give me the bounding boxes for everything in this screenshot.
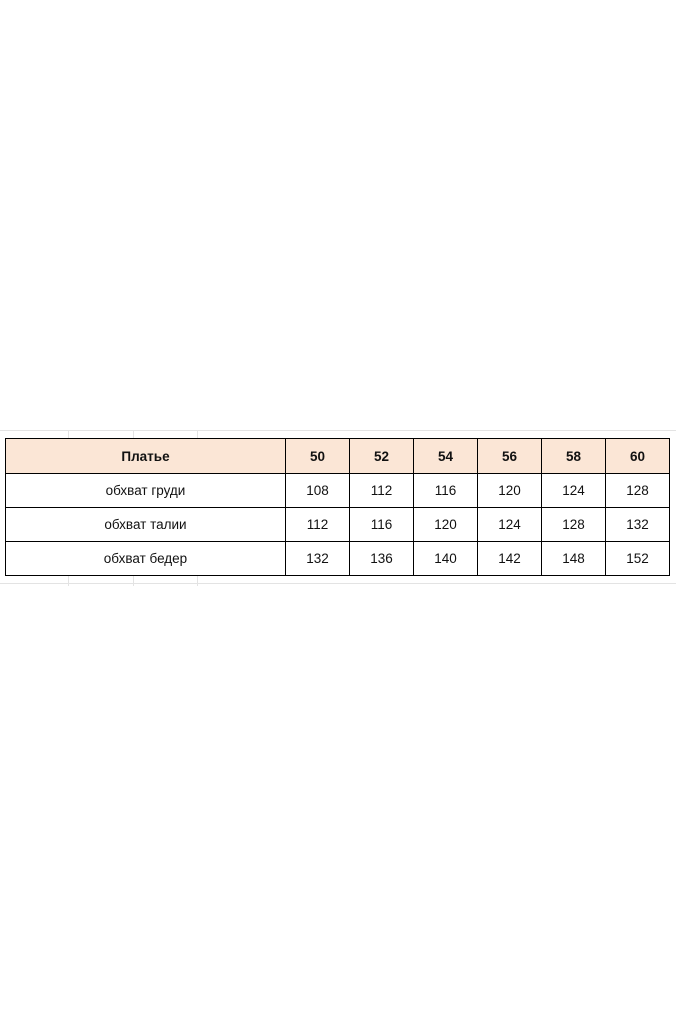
value-cell: 112 bbox=[350, 474, 414, 508]
gridline bbox=[68, 430, 69, 438]
header-size-cell: 60 bbox=[606, 439, 670, 474]
table-row bbox=[6, 474, 670, 508]
table-row bbox=[6, 542, 670, 576]
gridline bbox=[68, 576, 69, 586]
header-size-cell: 52 bbox=[350, 439, 414, 474]
gridline bbox=[197, 430, 198, 438]
value-cell: 120 bbox=[478, 474, 542, 508]
gridline bbox=[133, 576, 134, 586]
value-cell: 128 bbox=[606, 474, 670, 508]
header-size-cell: 56 bbox=[478, 439, 542, 474]
header-size-cell: 54 bbox=[414, 439, 478, 474]
row-label-cell: обхват бедер bbox=[6, 542, 286, 576]
value-cell: 136 bbox=[350, 542, 414, 576]
size-chart-table bbox=[5, 438, 670, 576]
table-header-row bbox=[6, 439, 670, 474]
row-label-cell: обхват груди bbox=[6, 474, 286, 508]
value-cell: 152 bbox=[606, 542, 670, 576]
value-cell: 132 bbox=[286, 542, 350, 576]
header-size-cell: 58 bbox=[542, 439, 606, 474]
row-label-cell: обхват талии bbox=[6, 508, 286, 542]
gridline bbox=[0, 583, 676, 584]
header-size-cell: 50 bbox=[286, 439, 350, 474]
value-cell: 148 bbox=[542, 542, 606, 576]
value-cell: 116 bbox=[350, 508, 414, 542]
value-cell: 124 bbox=[542, 474, 606, 508]
value-cell: 128 bbox=[542, 508, 606, 542]
value-cell: 108 bbox=[286, 474, 350, 508]
gridline bbox=[0, 430, 676, 431]
header-label-cell: Платье bbox=[6, 439, 286, 474]
gridline bbox=[197, 576, 198, 586]
gridline bbox=[133, 430, 134, 438]
value-cell: 112 bbox=[286, 508, 350, 542]
table-row bbox=[6, 508, 670, 542]
value-cell: 116 bbox=[414, 474, 478, 508]
value-cell: 120 bbox=[414, 508, 478, 542]
value-cell: 132 bbox=[606, 508, 670, 542]
value-cell: 140 bbox=[414, 542, 478, 576]
value-cell: 124 bbox=[478, 508, 542, 542]
spreadsheet-area bbox=[0, 430, 676, 586]
value-cell: 142 bbox=[478, 542, 542, 576]
